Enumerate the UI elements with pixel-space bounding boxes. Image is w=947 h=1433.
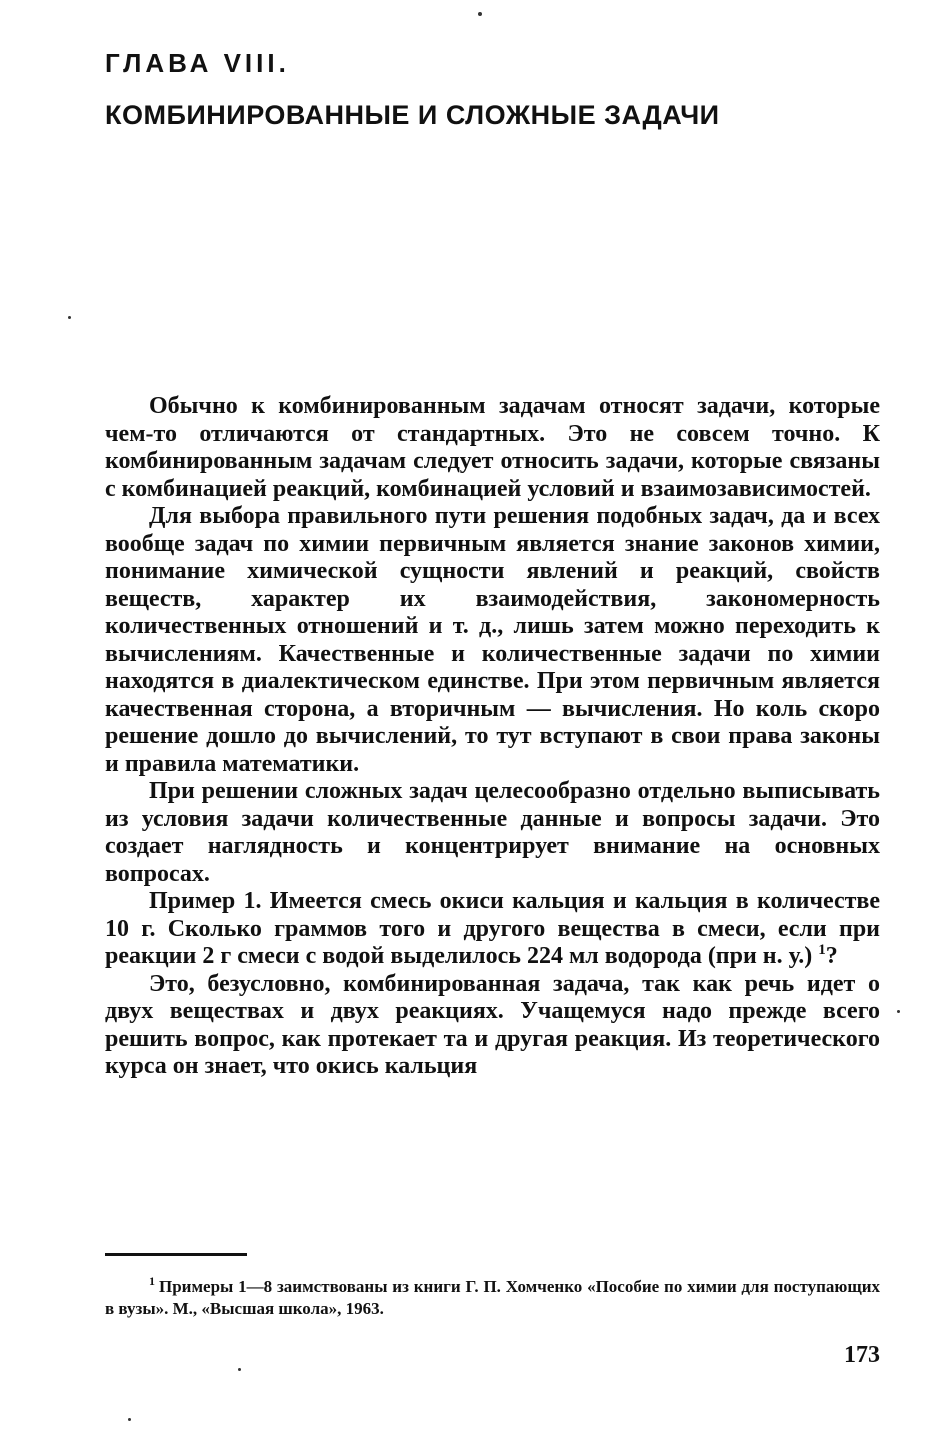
example-text: Имеется смесь окиси кальция и кальция в количестве 10 г. Сколько граммов того и другого вещества в смеси, если при реакции 2 г смеси с водой выделилось 224 мл водорода (при н. у.) (105, 888, 880, 969)
print-speck (478, 12, 482, 16)
paragraph-1: Обычно к комбинированным задачам относят задачи, которые чем-то отличаются от стандартных. Это не совсем точно. К комбинированным задачам следует относить задачи, которые связаны с комбинацией реакций, комбинацией условий и взаимозависимостей. (105, 393, 880, 502)
footnote-text: Примеры 1—8 заимствованы из книги Г. П. Хомченко «Пособие по химии для поступающих в вузы». М., «Высшая школа», 1963. (105, 1277, 880, 1318)
print-speck (68, 316, 71, 319)
footnote-divider (105, 1253, 247, 1256)
footnote-reference: 1 (818, 942, 826, 958)
footnote-number: 1 (149, 1274, 155, 1289)
paragraph-3: При решении сложных задач целесообразно отдельно выписывать из условия задачи количественные данные и вопросы задачи. Это создает наглядность и концентрирует внимание на основных вопросах. (105, 778, 880, 887)
print-speck (897, 1010, 900, 1013)
paragraph-2: Для выбора правильного пути решения подобных задач, да и всех вообще задач по химии первичным является знание законов химии, понимание химической сущности явлений и реакций, свойств веществ, характер их взаимодействия, закономерность количественных отношений и т. д., лишь затем можно переходить к вычислениям. Качественные и количественные задачи по химии находятся в диалектическом единстве. При этом первичным является качественная сторона, а вторичным — вычисления. Но коль скоро решение дошло до вычислений, то тут вступают в свои права законы и правила математики. (105, 503, 880, 777)
page-number: 173 (844, 1342, 880, 1368)
example-end: ? (825, 943, 838, 969)
print-speck (128, 1418, 131, 1421)
paragraph-after-example: Это, безусловно, комбинированная задача, так как речь идет о двух веществах и двух реакциях. Учащемуся надо прежде всего решить вопрос, как протекает та и другая реакция. Из теоретического курса он знает, что окись кальция (105, 970, 880, 1079)
example-label: Пример 1. (149, 888, 262, 914)
body-text (105, 393, 880, 1081)
print-speck (238, 1368, 241, 1371)
example-paragraph (105, 888, 880, 971)
footnote (105, 1276, 880, 1320)
chapter-title: КОМБИНИРОВАННЫЕ И СЛОЖНЫЕ ЗАДАЧИ (105, 100, 720, 130)
chapter-label: ГЛАВА VIII. (105, 48, 290, 78)
